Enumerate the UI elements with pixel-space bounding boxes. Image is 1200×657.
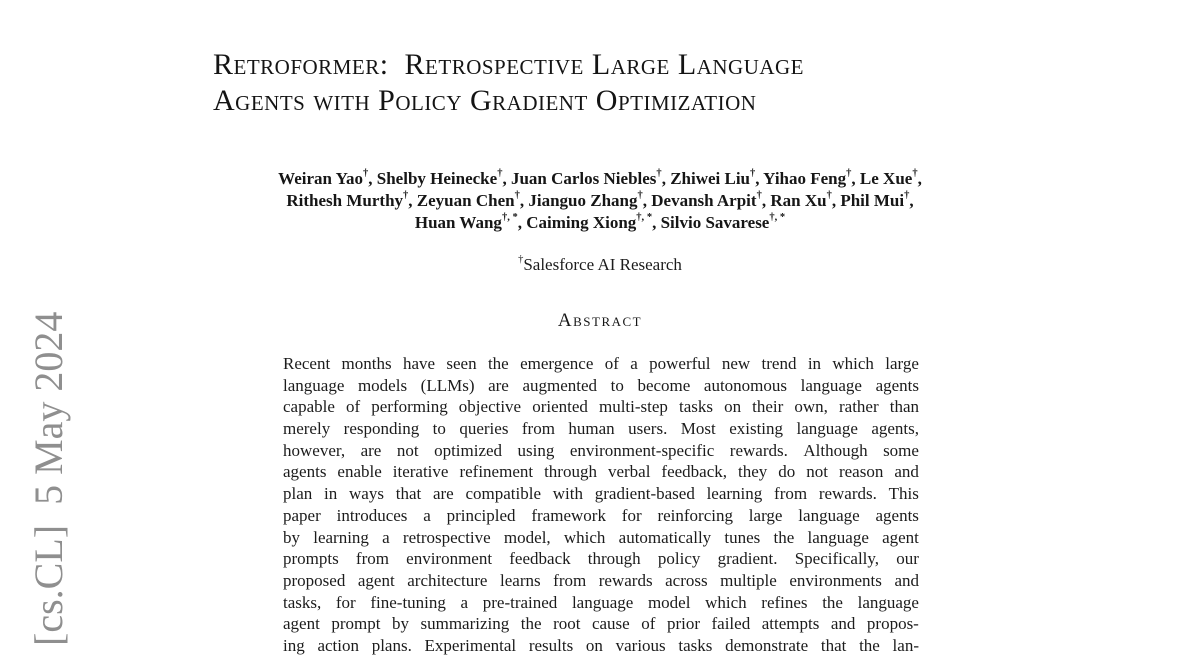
abstract-word: using [517,440,555,460]
author-name: Devansh Arpit [651,191,757,210]
abstract-line [283,570,919,592]
abstract-word: from [774,484,808,504]
abstract-word: root [553,614,581,634]
abstract-word: for [335,592,356,612]
abstract-word: rather [839,397,879,417]
abstract-word: which [705,592,747,612]
abstract-word: cause [591,614,630,634]
abstract-word: by [391,614,409,634]
abstract-word: introduces [336,505,408,525]
arxiv-watermark: [cs.CL] 5 May 2024 [26,311,71,646]
abstract-word: have [402,354,436,373]
abstract-line [283,505,919,527]
abstract-word: and [894,462,919,482]
abstract-word: are [360,440,382,460]
abstract-word: tasks, [283,592,322,612]
abstract-word: language [798,505,860,525]
abstract-word: ways [349,484,384,504]
abstract-word: gradient. [717,549,778,569]
abstract-word: months [341,354,392,373]
abstract-word: in [807,354,822,373]
abstract-word: agents [875,375,919,395]
author-line: Rithesh Murthy†, Zeyuan Chen†, Jianguo Zhang†, Devansh Arpit†, Ran Xu†, Phil Mui†, [286,190,914,210]
abstract-word: various [615,635,666,655]
paper-title-line-1: Retroformer: Retrospective Large Language [213,48,805,81]
abstract-word: refines [761,592,808,612]
author-marker: †, * [769,212,786,224]
author-name: Zeyuan Chen [416,191,515,210]
abstract-word: retrospective [402,527,491,547]
abstract-line [283,548,919,570]
abstract-word: models [357,375,408,395]
abstract-word: prompt [331,614,381,634]
abstract-word: to [432,419,446,439]
abstract-word: queries [459,419,509,439]
abstract-word: framework [531,505,606,525]
affiliation-name: Salesforce AI Research [523,255,682,274]
abstract-word: trend [761,354,797,373]
author-marker: † [826,190,832,202]
abstract-word: emergence [520,354,594,373]
abstract-word: prompts [283,549,339,569]
abstract-word: Recent [283,354,331,373]
abstract-word: human [568,419,615,439]
abstract-word: environment [406,549,493,569]
abstract-word: and [830,614,856,634]
author-name: Le Xue [859,169,913,188]
abstract-word: which [832,354,874,373]
abstract-word: objective [458,397,522,417]
author-name: Juan Carlos Niebles [510,169,657,188]
abstract-word: a [382,527,390,547]
author-marker: † [846,168,852,180]
abstract-word: learning [313,527,369,547]
author-marker: † [912,168,918,180]
abstract-word: rewards. [729,440,788,460]
author-name: Phil Mui [840,191,905,210]
abstract-word: to [610,375,624,395]
author-marker: † [403,190,409,202]
abstract-word: tunes [724,527,761,547]
abstract-word: model, [503,527,551,547]
abstract-word: reason [838,462,884,482]
abstract-heading: Abstract [557,310,643,331]
abstract-line [283,461,919,483]
abstract-word: feedback, [661,462,728,482]
abstract-word: do [778,462,796,482]
abstract-word: prior [666,614,700,634]
abstract-word: Most [680,419,716,439]
author-name: Rithesh Murthy [286,191,404,210]
abstract-word: fine-tuning [370,592,446,612]
abstract-word: tasks [679,397,713,417]
abstract-word: a [460,592,469,612]
abstract-word: multi-step [598,397,668,417]
abstract-line [283,483,919,505]
abstract-word: results [528,635,574,655]
abstract-word: oriented [532,397,588,417]
author-name: Caiming Xiong [526,213,637,232]
author-name: Ran Xu [770,191,827,210]
paper-title [213,47,804,119]
abstract-word: responding [343,419,420,439]
abstract-word: a [423,505,431,525]
abstract-word: that [820,635,847,655]
abstract-word: agents, [871,419,919,439]
abstract-word: capable [283,397,335,417]
abstract-word: of [641,614,656,634]
abstract-word: plans. [371,635,412,655]
abstract-word: of [345,397,361,417]
abstract-line [283,418,919,440]
abstract-word: summarizing [420,614,510,634]
abstract-paragraph [283,353,919,657]
paper-title-line-2: Agents with Policy Gradient Optimization [213,84,757,117]
abstract-word: not [396,440,419,460]
abstract-word: large [748,505,783,525]
abstract-word: from [521,419,555,439]
abstract-word: new [721,354,751,373]
abstract-word: the [822,592,843,612]
author-marker: † [904,190,910,202]
abstract-word: learns [500,570,541,590]
abstract-word: paper [283,505,321,525]
abstract-word: than [889,397,919,417]
abstract-word: language [283,375,345,395]
abstract-word: agents [283,462,327,482]
abstract-word: refinement [459,462,534,482]
author-marker: †, * [501,212,518,224]
abstract-word: automatically [618,527,712,547]
abstract-word: the [520,614,542,634]
affiliation-marker: † [518,254,524,266]
author-name: Jianguo Zhang [528,191,638,210]
abstract-word: attempts [761,614,820,634]
abstract-word: some [883,440,919,460]
abstract-word: the [487,354,509,373]
abstract-word: rewards [598,570,653,590]
abstract-word: their [752,397,784,417]
author-line: Weiran Yao†, Shelby Heinecke†, Juan Carlos Niebles†, Zhiwei Liu†, Yihao Feng†, Le Xue†, [278,168,922,188]
abstract-word: seen [446,354,477,373]
abstract-word: the [859,635,880,655]
abstract-word: existing [729,419,784,439]
abstract-word: multiple [720,570,777,590]
abstract-word: are [488,375,509,395]
abstract-word: language [857,592,919,612]
abstract-word: across [665,570,708,590]
author-name: Yihao Feng [763,169,847,188]
author-name: Huan Wang [414,213,502,232]
abstract-word: through [587,549,641,569]
abstract-word: however, [283,440,346,460]
abstract-word: model [647,592,691,612]
abstract-word: ing [283,635,305,655]
abstract-word: agent [283,614,320,634]
abstract-word: merely [283,419,331,439]
abstract-line [283,353,919,375]
abstract-word: agents [875,505,919,525]
abstract-word: proposed [283,570,346,590]
author-marker: † [750,168,756,180]
abstract-word: Experimental [424,635,517,655]
abstract-word: language [800,375,862,395]
abstract-word: agent [357,570,395,590]
abstract-word: large [885,354,919,373]
abstract-word: powerful [649,354,711,373]
abstract-word: users. [628,419,668,439]
author-marker: † [514,190,520,202]
abstract-word: augmented [522,375,598,395]
author-name: Zhiwei Liu [670,169,751,188]
abstract-word: feedback [509,549,571,569]
abstract-word: from [355,549,389,569]
abstract-word: agent [882,527,919,547]
abstract-word: own, [794,397,828,417]
abstract-word: architecture [407,570,488,590]
abstract-word: pre-trained [482,592,558,612]
abstract-word: environments [789,570,882,590]
abstract-word: language [571,592,634,612]
abstract-word: learning [706,484,763,504]
author-line: Huan Wang†, *, Caiming Xiong†, *, Silvio Savarese†, * [414,212,786,232]
abstract-word: are [432,484,454,504]
abstract-word: autonomous [703,375,788,395]
abstract-word: tasks [678,635,713,655]
abstract-word: they [738,462,768,482]
affiliation [0,254,1200,276]
abstract-word: on [724,397,742,417]
abstract-word: a [630,354,638,373]
abstract-word: verbal [607,462,651,482]
abstract-line [283,635,919,657]
abstract-word: action [317,635,359,655]
abstract-line [283,396,919,418]
abstract-word: propos- [866,614,919,634]
abstract-word: environment-specific [569,440,715,460]
author-marker: † [656,168,662,180]
author-name: Shelby Heinecke [376,169,498,188]
abstract-word: plan [283,484,313,504]
abstract-word: language [807,527,869,547]
abstract-word: principled [446,505,516,525]
abstract-word: not [806,462,828,482]
abstract-word: performing [371,397,448,417]
abstract-word: for [621,505,642,525]
abstract-word: optimized [434,440,503,460]
abstract-line [283,592,919,614]
abstract-word: iterative [392,462,449,482]
author-name: Weiran Yao [278,169,363,188]
abstract-line [283,440,919,462]
author-block [0,168,1200,234]
abstract-word: and [894,570,919,590]
abstract-word: rewards. [818,484,877,504]
abstract-word: language [796,419,858,439]
abstract-word: demonstrate [725,635,809,655]
abstract-word: of [604,354,619,373]
abstract-word: become [637,375,691,395]
abstract-word: that [395,484,422,504]
abstract-word: through [544,462,597,482]
author-marker: † [756,190,762,202]
abstract-word: Specifically, [794,549,880,569]
abstract-word: which [563,527,606,547]
author-marker: † [363,168,369,180]
abstract-word: on [585,635,603,655]
author-marker: †, * [636,212,653,224]
abstract-word: reinforcing [657,505,733,525]
abstract-word: policy [657,549,701,569]
abstract-word: This [888,484,919,504]
abstract-line [283,527,919,549]
abstract-word: failed [711,614,751,634]
abstract-word: gradient-based [594,484,695,504]
abstract-word: compatible [465,484,542,504]
abstract-word: (LLMs) [420,375,475,395]
abstract-line [283,375,919,397]
abstract-word: lan- [892,635,919,655]
abstract-word: our [896,549,919,569]
abstract-word: from [553,570,587,590]
author-name: Silvio Savarese [660,213,770,232]
abstract-word: Although [803,440,868,460]
abstract-word: by [283,527,300,547]
abstract-word: with [552,484,583,504]
author-marker: † [497,168,503,180]
abstract-word: in [324,484,338,504]
abstract-word: the [773,527,795,547]
abstract-word: enable [337,462,382,482]
author-marker: † [637,190,643,202]
abstract-line [283,613,919,635]
